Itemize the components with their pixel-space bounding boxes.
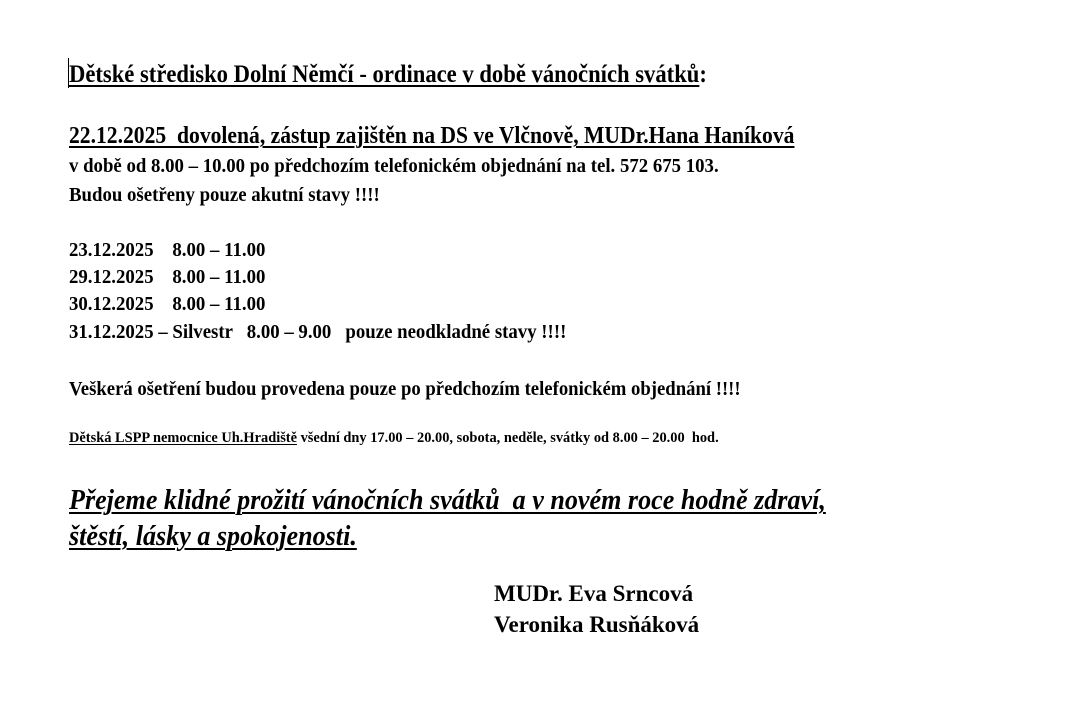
wishes-line-2: štěstí, lásky a spokojenosti. [69,520,357,552]
emergency-hours: všední dny 17.00 – 20.00, sobota, neděle, svátky od 8.00 – 20.00 hod. [297,430,719,446]
schedule-date: 29.12.2025 [69,266,154,288]
substitute-hours: v době od 8.00 – 10.00 po předchozím telefonickém objednání na tel. 572 675 103. [69,155,719,177]
schedule-row [69,266,265,289]
schedule-row [69,293,265,316]
substitute-notice: 22.12.2025 dovolená, zástup zajištěn na DS ve Vlčnově, MUDr.Hana Haníková [69,123,795,149]
spacer [233,321,247,343]
schedule-note: pouze neodkladné stavy !!!! [331,321,567,343]
spacer [154,266,173,288]
schedule-hours: 8.00 – 9.00 [246,321,332,343]
acute-only-note: Budou ošetřeny pouze akutní stavy !!!! [69,184,380,206]
schedule-date: 23.12.2025 [69,239,154,261]
schedule-hours: 8.00 – 11.00 [172,239,266,261]
spacer [154,239,173,261]
signature-nurse: Veronika Rusňáková [494,612,700,637]
schedule-date: 30.12.2025 [69,293,154,315]
emergency-label: Dětská LSPP nemocnice Uh.Hradiště [69,430,297,446]
schedule-hours: 8.00 – 11.00 [172,266,266,288]
spacer [154,293,173,315]
title-colon: : [699,61,707,88]
document-title [69,61,707,89]
schedule-row [69,239,265,262]
appointment-note: Veškerá ošetření budou provedena pouze po předchozím telefonickém objednání !!!! [69,378,741,400]
schedule-row [69,321,566,344]
wishes-line-1: Přejeme klidné prožití vánočních svátků a v novém roce hodně zdraví, [69,484,826,516]
emergency-service [69,430,719,447]
schedule-hours: 8.00 – 11.00 [172,293,266,315]
signature-doctor: MUDr. Eva Srncová [494,581,694,606]
schedule-date: 31.12.2025 – Silvestr [69,321,233,343]
title-text: Dětské středisko Dolní Němčí - ordinace v době vánočních svátků [69,61,700,88]
